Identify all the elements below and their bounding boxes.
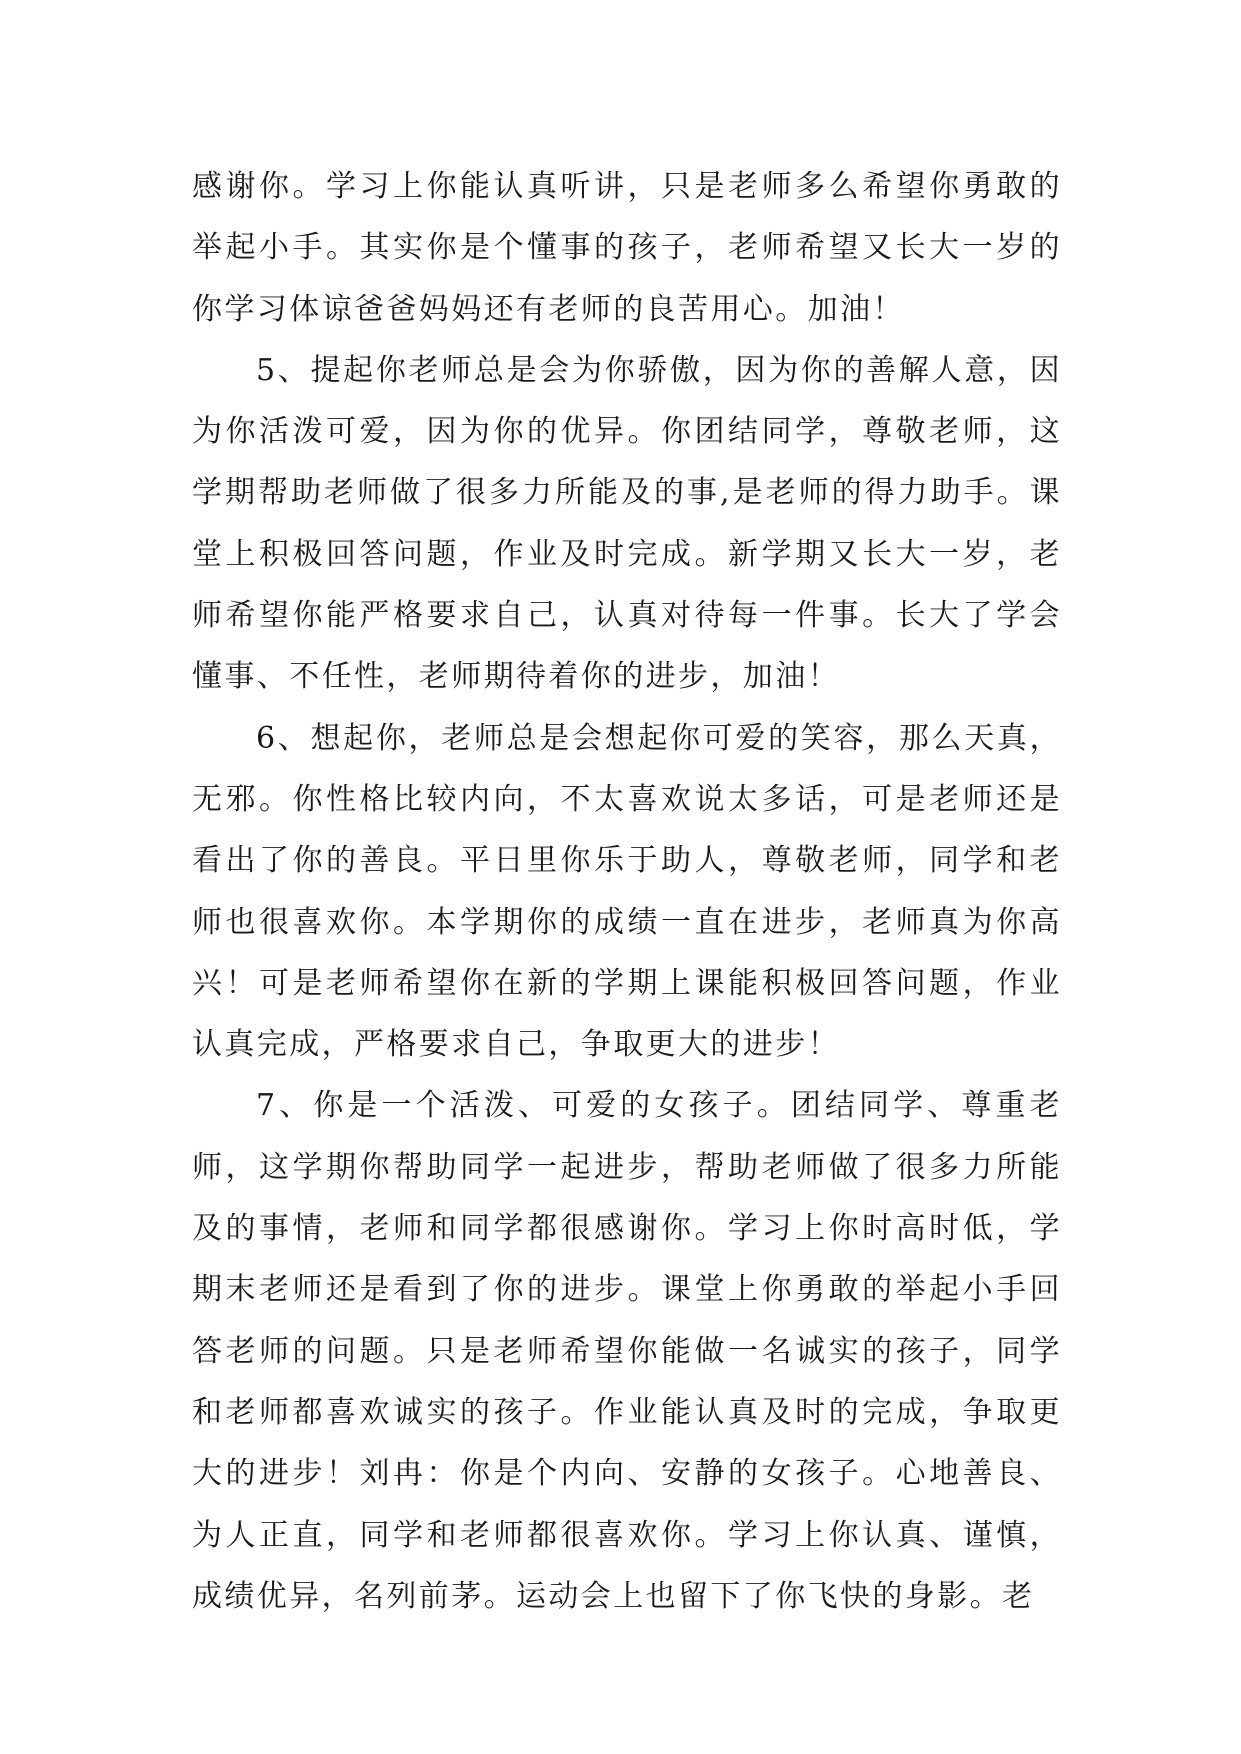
paragraph-comment-6: 6、想起你，老师总是会想起你可爱的笑容，那么天真，无邪。你性格比较内向，不太喜欢说太多话，可是老师还是看出了你的善良。平日里你乐于助人，尊敬老师，同学和老师也很喜欢你。本学期你的成绩一直在进步，老师真为你高兴！可是老师希望你在新的学期上课能积极回答问题，作业认真完成，严格要求自己，争取更大的进步！ (192, 720, 1062, 1063)
paragraph-comment-7: 7、你是一个活泼、可爱的女孩子。团结同学、尊重老师，这学期你帮助同学一起进步，帮助老师做了很多力所能及的事情，老师和同学都很感谢你。学习上你时高时低，学期末老师还是看到了你的进步。课堂上你勇敢的举起小手回答老师的问题。只是老师希望你能做一名诚实的孩子，同学和老师都喜欢诚实的孩子。作业能认真及时的完成，争取更大的进步！刘冉：你是个内向、安静的女孩子。心地善良、为人正直，同学和老师都很喜欢你。学习上你认真、谨慎，成绩优异，名列前茅。运动会上也留下了你飞快的身影。老 (192, 1088, 1062, 1614)
paragraph-comment-5: 5、提起你老师总是会为你骄傲，因为你的善解人意，因为你活泼可爱，因为你的优异。你团结同学，尊敬老师，这学期帮助老师做了很多力所能及的事,是老师的得力助手。课堂上积极回答问题，作业及时完成。新学期又长大一岁，老师希望你能严格要求自己，认真对待每一件事。长大了学会懂事、不任性，老师期待着你的进步，加油！ (192, 352, 1062, 695)
paragraph-continued: 感谢你。学习上你能认真听讲，只是老师多么希望你勇敢的举起小手。其实你是个懂事的孩子，老师希望又长大一岁的你学习体谅爸爸妈妈还有老师的良苦用心。加油！ (192, 169, 1062, 327)
document-body (192, 156, 1062, 1627)
